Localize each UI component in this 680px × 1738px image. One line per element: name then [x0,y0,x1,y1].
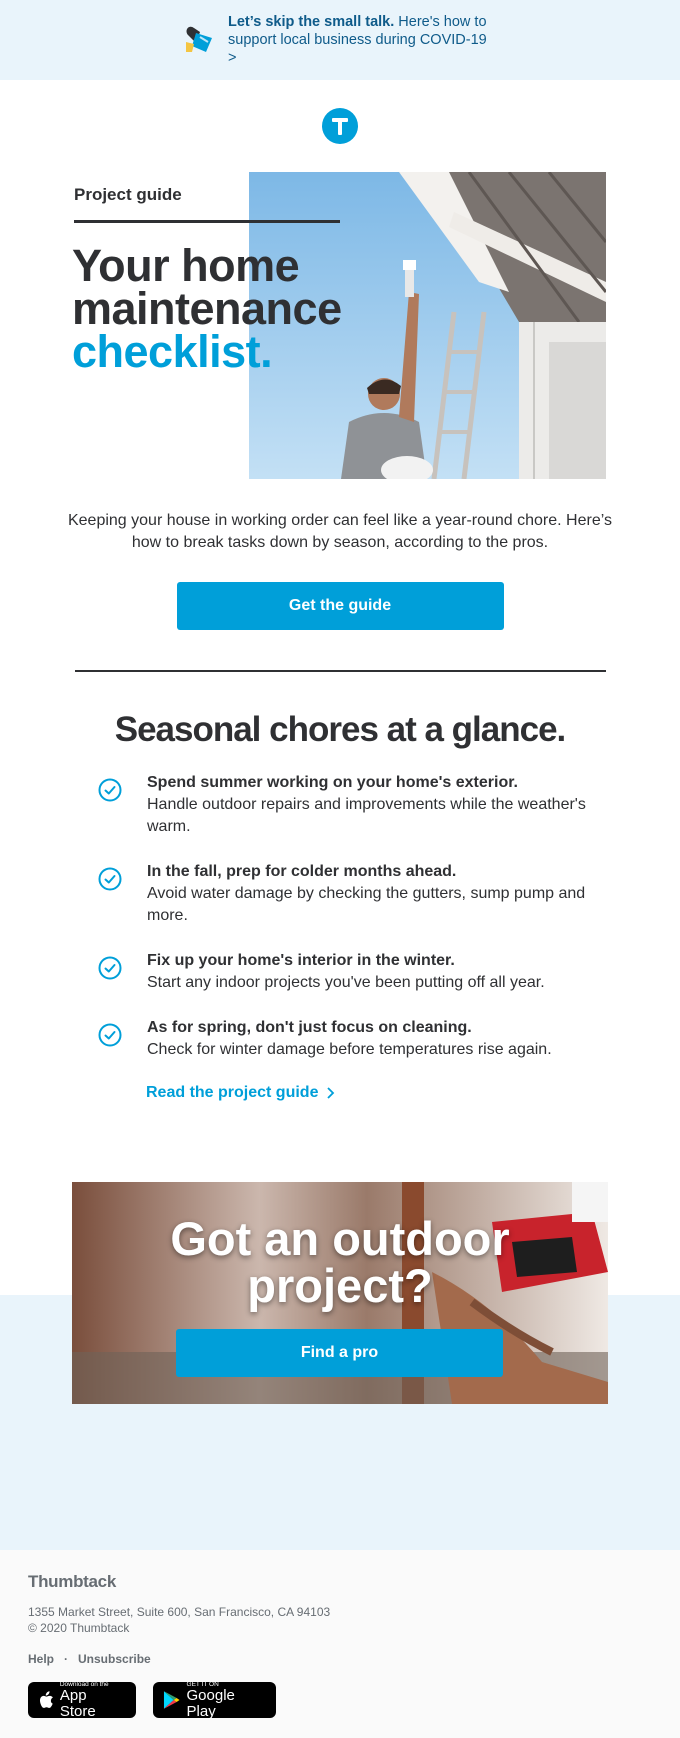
google-play-icon [163,1690,181,1710]
thumbtack-logo-icon[interactable] [322,108,358,144]
check-circle-icon [98,867,122,891]
list-item-text [147,772,590,838]
list-item [98,1017,590,1061]
hero-rule [74,220,340,223]
check-circle-icon [98,956,122,980]
hero-kicker: Project guide [74,185,182,204]
banner-bold-text: Let’s skip the small talk. [228,14,395,30]
banner-text[interactable] [228,13,498,67]
help-link[interactable]: Help [28,1652,55,1666]
list-item-body: Handle outdoor repairs and improvements while the weather's warm. [147,796,586,835]
logo-row [0,80,680,172]
google-play-badge[interactable] [153,1682,276,1718]
list-item-title: Spend summer working on your home's exterior. [147,774,518,791]
intro-text: Keeping your house in working order can feel like a year-round chore. Here’s how to break tasks down by season, according to the pros. [67,512,612,551]
list-item [98,950,590,994]
list-item [98,772,590,838]
apple-icon [38,1691,54,1710]
check-circle-icon [98,778,122,802]
hero-title-line2: maintenance [72,283,342,334]
chevron-right-icon [326,1086,335,1100]
google-play-big-text: Google Play [186,1686,235,1720]
list-item [98,861,590,927]
hero-title-line1: Your home [72,240,300,291]
app-badges [28,1682,652,1718]
promo-card [72,1182,608,1404]
seasonal-checklist [0,772,680,1061]
blue-spacer [0,1478,680,1550]
footer [0,1550,680,1738]
read-project-guide-link[interactable] [146,1084,335,1102]
app-store-big-text: App Store [59,1686,96,1720]
promo-zone [0,1182,680,1478]
find-a-pro-button[interactable]: Find a pro [176,1329,503,1377]
app-store-small-text: Download on the [59,1680,109,1688]
list-item-text [147,861,590,927]
hero-title [72,240,342,377]
footer-address [28,1604,652,1636]
section-title: Seasonal chores at a glance. [114,710,566,749]
app-store-badge[interactable] [28,1682,136,1718]
list-item-text [147,950,545,994]
read-project-guide-label: Read the project guide [146,1084,319,1101]
get-the-guide-button[interactable]: Get the guide [177,582,504,630]
list-item-body: Avoid water damage by checking the gutters, sump pump and more. [147,885,586,924]
cta-wrap [0,582,680,630]
covid-banner[interactable] [0,0,680,80]
list-item-text [147,1017,552,1061]
list-item-title: Fix up your home's interior in the winter. [147,952,455,969]
banner-rest-text: Here's how to support local business during COVID-19 > [228,14,487,66]
hero-title-accent: checklist. [72,326,273,377]
unsubscribe-link[interactable]: Unsubscribe [78,1652,151,1666]
list-item-title: As for spring, don't just focus on cleaning. [147,1019,472,1036]
list-item-body: Start any indoor projects you've been putting off all year. [147,974,545,991]
footer-copyright: © 2020 Thumbtack [28,1621,130,1635]
footer-link-separator: · [64,1652,69,1666]
list-item-body: Check for winter damage before temperatures rise again. [147,1041,552,1058]
footer-brand-logo[interactable]: Thumbtack [28,1572,116,1591]
footer-address-line: 1355 Market Street, Suite 600, San Francisco, CA 94103 [28,1605,331,1619]
list-item-title: In the fall, prep for colder months ahead. [147,863,457,880]
google-play-small-text: GET IT ON [186,1680,219,1688]
promo-title: Got an outdoor project? [170,1212,510,1312]
section-divider [75,670,606,672]
check-circle-icon [98,1023,122,1047]
heart-hand-icon [182,22,218,58]
hero-section [0,172,680,479]
footer-links [28,1652,652,1666]
